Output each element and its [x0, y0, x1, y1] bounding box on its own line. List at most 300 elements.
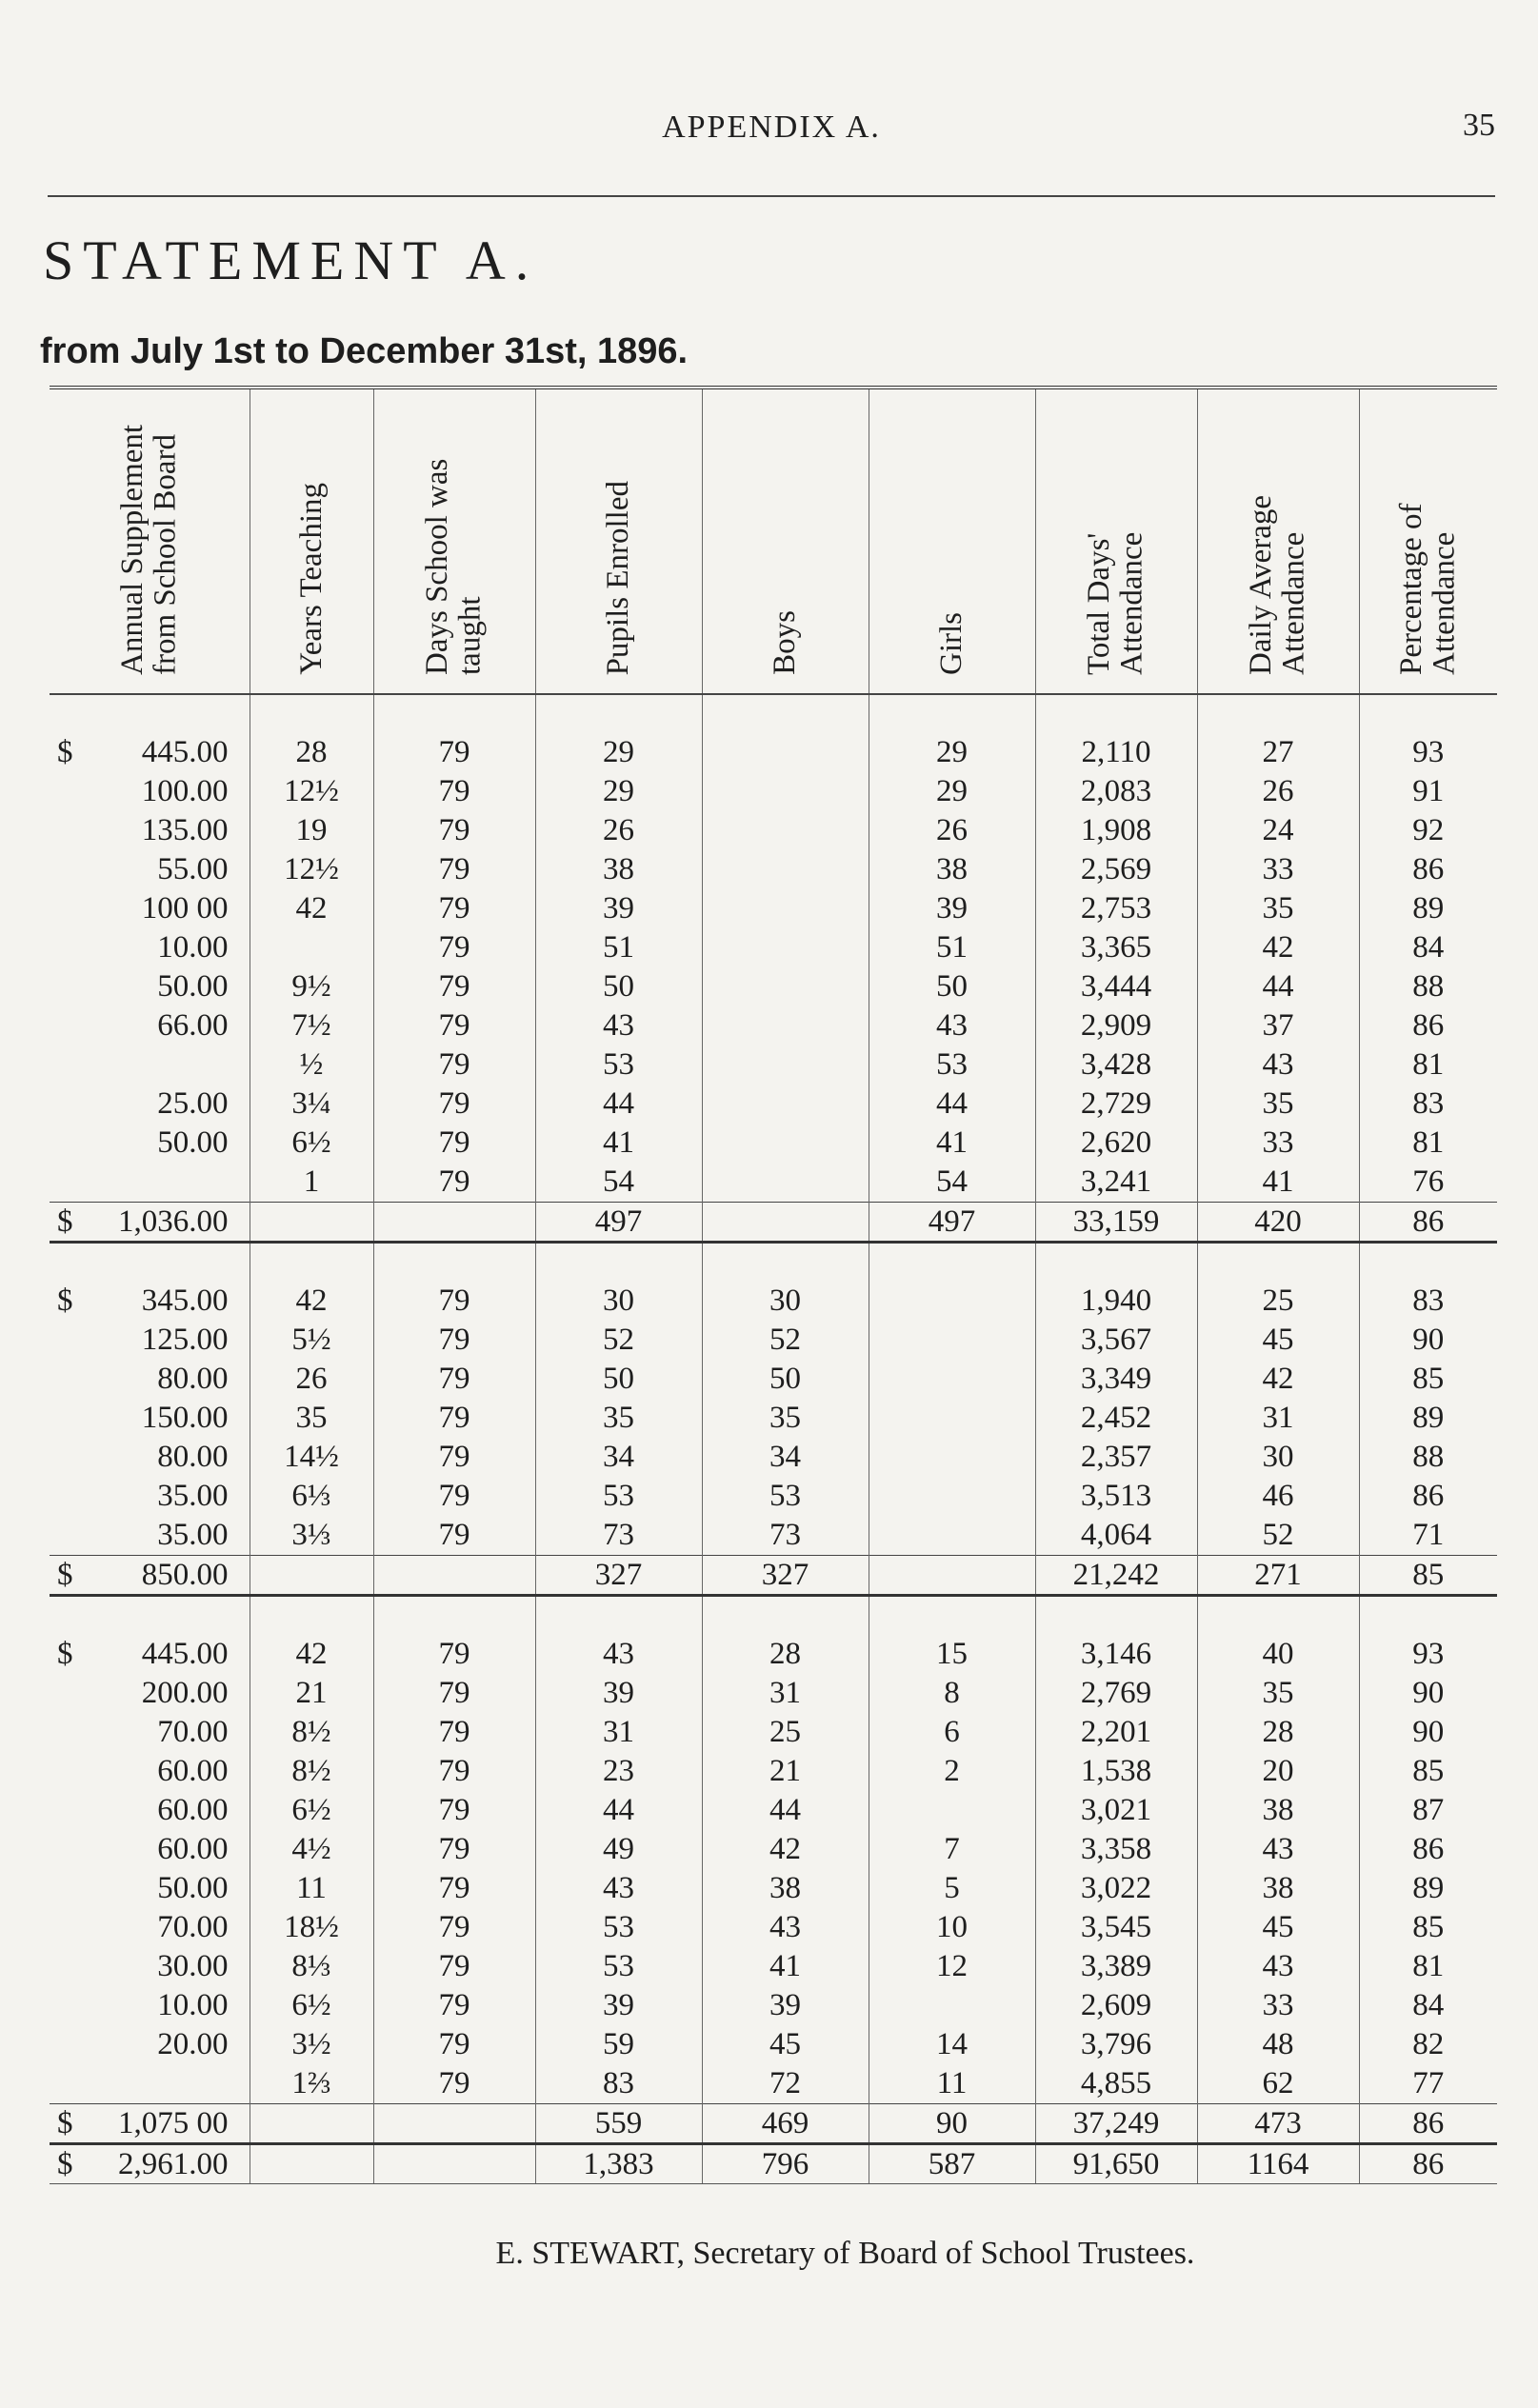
dollar-sign: $: [57, 2105, 73, 2140]
pupils-enrolled-cell: 59: [535, 2025, 702, 2064]
supplement-amount: 345.00: [141, 1284, 229, 1318]
supplement-amount: 125.00: [141, 1323, 229, 1357]
girls-cell: 11: [869, 2064, 1035, 2104]
supplement-amount: 150.00: [141, 1401, 229, 1435]
days-taught-cell: 79: [373, 1321, 535, 1360]
pupils-enrolled-cell: 73: [535, 1516, 702, 1556]
percentage-cell: 93: [1359, 694, 1497, 772]
daily-average-cell: 45: [1197, 1321, 1359, 1360]
days-taught-cell: [373, 1203, 535, 1243]
percentage-cell: 86: [1359, 1203, 1497, 1243]
table-row: [50, 1163, 1497, 1203]
daily-average-cell: 35: [1197, 889, 1359, 928]
years-teaching-cell: 26: [250, 1360, 373, 1399]
daily-average-cell: 24: [1197, 811, 1359, 850]
boys-cell: [702, 1124, 869, 1163]
days-taught-cell: 79: [373, 1947, 535, 1986]
table-row: [50, 1596, 1497, 1675]
table-row: [50, 967, 1497, 1006]
supplement-amount: 25.00: [157, 1086, 229, 1121]
total-days-cell: 2,569: [1035, 850, 1197, 889]
daily-average-cell: 40: [1197, 1596, 1359, 1675]
running-header: [48, 100, 1495, 157]
total-days-cell: 2,452: [1035, 1399, 1197, 1438]
daily-average-cell: 20: [1197, 1752, 1359, 1791]
supplement-cell: [50, 1752, 250, 1791]
girls-cell: 26: [869, 811, 1035, 850]
percentage-cell: 88: [1359, 967, 1497, 1006]
pupils-enrolled-cell: 53: [535, 1045, 702, 1085]
supplement-cell: [50, 1908, 250, 1947]
percentage-cell: 90: [1359, 1674, 1497, 1713]
total-days-cell: 2,357: [1035, 1438, 1197, 1477]
boys-cell: [702, 889, 869, 928]
pupils-enrolled-cell: 50: [535, 967, 702, 1006]
days-taught-cell: 79: [373, 2025, 535, 2064]
supplement-amount: 66.00: [157, 1008, 229, 1043]
total-days-cell: 2,201: [1035, 1713, 1197, 1752]
years-teaching-cell: 6½: [250, 1124, 373, 1163]
pupils-enrolled-cell: 29: [535, 694, 702, 772]
daily-average-cell: 42: [1197, 1360, 1359, 1399]
days-taught-cell: 79: [373, 1399, 535, 1438]
years-teaching-cell: 9½: [250, 967, 373, 1006]
boys-cell: [702, 772, 869, 811]
total-days-cell: 21,242: [1035, 1556, 1197, 1596]
table-row: [50, 694, 1497, 772]
girls-cell: 39: [869, 889, 1035, 928]
girls-cell: 51: [869, 928, 1035, 967]
boys-cell: 73: [702, 1516, 869, 1556]
supplement-amount: 80.00: [157, 1440, 229, 1474]
column-header-label: Days School was taught: [420, 458, 488, 675]
percentage-cell: 77: [1359, 2064, 1497, 2104]
percentage-cell: 84: [1359, 1986, 1497, 2025]
percentage-cell: 86: [1359, 1830, 1497, 1869]
girls-cell: [869, 1438, 1035, 1477]
pupils-enrolled-cell: 53: [535, 1947, 702, 1986]
days-taught-cell: 79: [373, 1438, 535, 1477]
percentage-cell: 90: [1359, 1713, 1497, 1752]
girls-cell: 2: [869, 1752, 1035, 1791]
supplement-amount: 1,036.00: [118, 1204, 229, 1239]
pupils-enrolled-cell: 23: [535, 1752, 702, 1791]
girls-cell: 5: [869, 1869, 1035, 1908]
days-taught-cell: 79: [373, 1713, 535, 1752]
total-days-cell: 3,545: [1035, 1908, 1197, 1947]
percentage-cell: 86: [1359, 1477, 1497, 1516]
supplement-cell: [50, 2104, 250, 2144]
daily-average-cell: 42: [1197, 928, 1359, 967]
girls-cell: 12: [869, 1947, 1035, 1986]
supplement-amount: 70.00: [157, 1910, 229, 1944]
pupils-enrolled-cell: 53: [535, 1908, 702, 1947]
girls-cell: 53: [869, 1045, 1035, 1085]
days-taught-cell: [373, 1556, 535, 1596]
supplement-cell: [50, 1713, 250, 1752]
table-row: [50, 1399, 1497, 1438]
girls-cell: 29: [869, 694, 1035, 772]
pupils-enrolled-cell: 31: [535, 1713, 702, 1752]
years-teaching-cell: 6½: [250, 1791, 373, 1830]
table-row: [50, 1713, 1497, 1752]
pupils-enrolled-cell: 52: [535, 1321, 702, 1360]
girls-cell: [869, 1556, 1035, 1596]
years-teaching-cell: 21: [250, 1674, 373, 1713]
column-header: [1197, 388, 1359, 694]
table-body: [50, 694, 1497, 2184]
pupils-enrolled-cell: 50: [535, 1360, 702, 1399]
column-header: [1359, 388, 1497, 694]
supplement-amount: 850.00: [141, 1557, 229, 1592]
percentage-cell: 89: [1359, 1869, 1497, 1908]
boys-cell: 34: [702, 1438, 869, 1477]
table-row: [50, 1674, 1497, 1713]
days-taught-cell: 79: [373, 1006, 535, 1045]
daily-average-cell: 30: [1197, 1438, 1359, 1477]
supplement-cell: [50, 967, 250, 1006]
boys-cell: 30: [702, 1243, 869, 1322]
supplement-amount: 60.00: [157, 1754, 229, 1788]
table-row: [50, 1360, 1497, 1399]
days-taught-cell: 79: [373, 811, 535, 850]
years-teaching-cell: 11: [250, 1869, 373, 1908]
supplement-cell: [50, 2025, 250, 2064]
pupils-enrolled-cell: 41: [535, 1124, 702, 1163]
supplement-amount: 50.00: [157, 1125, 229, 1160]
supplement-cell: [50, 2144, 250, 2184]
total-days-cell: 2,769: [1035, 1674, 1197, 1713]
daily-average-cell: 37: [1197, 1006, 1359, 1045]
total-days-cell: 91,650: [1035, 2144, 1197, 2184]
years-teaching-cell: 7½: [250, 1006, 373, 1045]
table-row: [50, 1124, 1497, 1163]
girls-cell: [869, 1243, 1035, 1322]
supplement-amount: 70.00: [157, 1715, 229, 1749]
years-teaching-cell: [250, 2144, 373, 2184]
years-teaching-cell: 1: [250, 1163, 373, 1203]
boys-cell: 469: [702, 2104, 869, 2144]
table-row: [50, 1006, 1497, 1045]
boys-cell: 25: [702, 1713, 869, 1752]
years-teaching-cell: [250, 2104, 373, 2144]
years-teaching-cell: 8⅓: [250, 1947, 373, 1986]
girls-cell: 41: [869, 1124, 1035, 1163]
column-header: [50, 388, 250, 694]
column-header: [535, 388, 702, 694]
dollar-sign: $: [57, 1284, 73, 1318]
days-taught-cell: 79: [373, 1045, 535, 1085]
supplement-cell: [50, 1203, 250, 1243]
days-taught-cell: 79: [373, 1085, 535, 1124]
boys-cell: 44: [702, 1791, 869, 1830]
table-row: [50, 1947, 1497, 1986]
total-days-cell: 1,940: [1035, 1243, 1197, 1322]
supplement-amount: 80.00: [157, 1362, 229, 1396]
percentage-cell: 89: [1359, 889, 1497, 928]
supplement-amount: 100 00: [141, 891, 229, 925]
dollar-sign: $: [57, 1204, 73, 1239]
column-header-label: Boys: [768, 610, 803, 675]
days-taught-cell: 79: [373, 1869, 535, 1908]
percentage-cell: 85: [1359, 1908, 1497, 1947]
supplement-cell: [50, 928, 250, 967]
years-teaching-cell: 3¼: [250, 1085, 373, 1124]
daily-average-cell: 48: [1197, 2025, 1359, 2064]
years-teaching-cell: 42: [250, 889, 373, 928]
years-teaching-cell: 28: [250, 694, 373, 772]
girls-cell: 7: [869, 1830, 1035, 1869]
percentage-cell: 92: [1359, 811, 1497, 850]
table-row: [50, 1791, 1497, 1830]
table-row: [50, 1045, 1497, 1085]
daily-average-cell: 43: [1197, 1045, 1359, 1085]
dollar-sign: $: [57, 1637, 73, 1671]
boys-cell: 53: [702, 1477, 869, 1516]
daily-average-cell: 62: [1197, 2064, 1359, 2104]
days-taught-cell: 79: [373, 772, 535, 811]
daily-average-cell: 31: [1197, 1399, 1359, 1438]
supplement-cell: [50, 1438, 250, 1477]
boys-cell: [702, 1085, 869, 1124]
column-header-label: Annual Supplement from School Board: [115, 424, 183, 675]
daily-average-cell: 25: [1197, 1243, 1359, 1322]
years-teaching-cell: 5½: [250, 1321, 373, 1360]
supplement-cell: [50, 1477, 250, 1516]
total-days-cell: 3,241: [1035, 1163, 1197, 1203]
years-teaching-cell: 14½: [250, 1438, 373, 1477]
total-days-cell: 3,349: [1035, 1360, 1197, 1399]
supplement-amount: 60.00: [157, 1793, 229, 1827]
supplement-cell: [50, 694, 250, 772]
table-row: [50, 1752, 1497, 1791]
table-row: [50, 1438, 1497, 1477]
supplement-amount: 2,961.00: [118, 2146, 229, 2181]
supplement-cell: [50, 1674, 250, 1713]
total-days-cell: 3,444: [1035, 967, 1197, 1006]
supplement-cell: [50, 1243, 250, 1322]
total-days-cell: 2,909: [1035, 1006, 1197, 1045]
boys-cell: [702, 1045, 869, 1085]
girls-cell: 8: [869, 1674, 1035, 1713]
total-days-cell: 2,753: [1035, 889, 1197, 928]
percentage-cell: 85: [1359, 1752, 1497, 1791]
boys-cell: [702, 1203, 869, 1243]
daily-average-cell: 45: [1197, 1908, 1359, 1947]
girls-cell: [869, 1516, 1035, 1556]
section-total-row: [50, 1203, 1497, 1243]
boys-cell: [702, 811, 869, 850]
column-header-label: Years Teaching: [293, 483, 329, 675]
boys-cell: 327: [702, 1556, 869, 1596]
boys-cell: 72: [702, 2064, 869, 2104]
supplement-amount: 10.00: [157, 1988, 229, 2022]
years-teaching-cell: 6⅓: [250, 1477, 373, 1516]
years-teaching-cell: 4½: [250, 1830, 373, 1869]
days-taught-cell: 79: [373, 1124, 535, 1163]
pupils-enrolled-cell: 54: [535, 1163, 702, 1203]
years-teaching-cell: 8½: [250, 1752, 373, 1791]
supplement-amount: 10.00: [157, 930, 229, 965]
percentage-cell: 86: [1359, 2144, 1497, 2184]
daily-average-cell: 38: [1197, 1869, 1359, 1908]
total-days-cell: 3,365: [1035, 928, 1197, 967]
daily-average-cell: 44: [1197, 967, 1359, 1006]
girls-cell: [869, 1321, 1035, 1360]
boys-cell: 45: [702, 2025, 869, 2064]
supplement-cell: [50, 772, 250, 811]
girls-cell: [869, 1986, 1035, 2025]
boys-cell: [702, 967, 869, 1006]
percentage-cell: 81: [1359, 1045, 1497, 1085]
boys-cell: 21: [702, 1752, 869, 1791]
pupils-enrolled-cell: 38: [535, 850, 702, 889]
boys-cell: [702, 1163, 869, 1203]
attendance-table: [50, 386, 1497, 2184]
pupils-enrolled-cell: 44: [535, 1085, 702, 1124]
days-taught-cell: 79: [373, 1516, 535, 1556]
supplement-amount: 50.00: [157, 1871, 229, 1905]
supplement-cell: [50, 1399, 250, 1438]
girls-cell: 14: [869, 2025, 1035, 2064]
daily-average-cell: 52: [1197, 1516, 1359, 1556]
section-total-row: [50, 1556, 1497, 1596]
supplement-cell: [50, 1869, 250, 1908]
table-row: [50, 2025, 1497, 2064]
percentage-cell: 82: [1359, 2025, 1497, 2064]
table-row: [50, 2064, 1497, 2104]
percentage-cell: 87: [1359, 1791, 1497, 1830]
supplement-amount: 1,075 00: [118, 2105, 229, 2140]
daily-average-cell: 26: [1197, 772, 1359, 811]
girls-cell: 29: [869, 772, 1035, 811]
days-taught-cell: 79: [373, 1477, 535, 1516]
girls-cell: 587: [869, 2144, 1035, 2184]
table-row: [50, 1516, 1497, 1556]
days-taught-cell: 79: [373, 694, 535, 772]
supplement-cell: [50, 1360, 250, 1399]
supplement-cell: [50, 1830, 250, 1869]
supplement-cell: [50, 1556, 250, 1596]
boys-cell: 39: [702, 1986, 869, 2025]
days-taught-cell: 79: [373, 1163, 535, 1203]
daily-average-cell: 271: [1197, 1556, 1359, 1596]
supplement-cell: [50, 1947, 250, 1986]
column-header: [250, 388, 373, 694]
statement-title: STATEMENT A.: [43, 229, 539, 291]
boys-cell: [702, 928, 869, 967]
girls-cell: 43: [869, 1006, 1035, 1045]
total-days-cell: 3,022: [1035, 1869, 1197, 1908]
boys-cell: 28: [702, 1596, 869, 1675]
supplement-cell: [50, 1321, 250, 1360]
years-teaching-cell: 12½: [250, 850, 373, 889]
table-row: [50, 1869, 1497, 1908]
total-days-cell: 1,538: [1035, 1752, 1197, 1791]
daily-average-cell: 33: [1197, 850, 1359, 889]
daily-average-cell: 33: [1197, 1124, 1359, 1163]
pupils-enrolled-cell: 29: [535, 772, 702, 811]
girls-cell: [869, 1791, 1035, 1830]
days-taught-cell: 79: [373, 1908, 535, 1947]
girls-cell: 90: [869, 2104, 1035, 2144]
supplement-amount: 55.00: [157, 852, 229, 886]
total-days-cell: 3,513: [1035, 1477, 1197, 1516]
supplement-cell: [50, 1596, 250, 1675]
total-days-cell: 3,389: [1035, 1947, 1197, 1986]
years-teaching-cell: 12½: [250, 772, 373, 811]
years-teaching-cell: 1⅔: [250, 2064, 373, 2104]
daily-average-cell: 473: [1197, 2104, 1359, 2144]
table-row: [50, 772, 1497, 811]
supplement-cell: [50, 1006, 250, 1045]
girls-cell: [869, 1360, 1035, 1399]
girls-cell: [869, 1477, 1035, 1516]
table-row: [50, 1477, 1497, 1516]
pupils-enrolled-cell: 51: [535, 928, 702, 967]
daily-average-cell: 1164: [1197, 2144, 1359, 2184]
percentage-cell: 85: [1359, 1556, 1497, 1596]
percentage-cell: 85: [1359, 1360, 1497, 1399]
column-header-label: Total Days' Attendance: [1082, 531, 1149, 675]
daily-average-cell: 28: [1197, 1713, 1359, 1752]
supplement-cell: [50, 1791, 250, 1830]
table-row: [50, 850, 1497, 889]
total-days-cell: 2,729: [1035, 1085, 1197, 1124]
table-row: [50, 1908, 1497, 1947]
boys-cell: 796: [702, 2144, 869, 2184]
total-days-cell: 3,428: [1035, 1045, 1197, 1085]
column-header: [702, 388, 869, 694]
daily-average-cell: 35: [1197, 1085, 1359, 1124]
pupils-enrolled-cell: 35: [535, 1399, 702, 1438]
boys-cell: 50: [702, 1360, 869, 1399]
supplement-amount: 50.00: [157, 969, 229, 1004]
total-days-cell: 2,110: [1035, 694, 1197, 772]
total-days-cell: 3,146: [1035, 1596, 1197, 1675]
pupils-enrolled-cell: 39: [535, 1674, 702, 1713]
years-teaching-cell: 3⅓: [250, 1516, 373, 1556]
boys-cell: 38: [702, 1869, 869, 1908]
years-teaching-cell: 35: [250, 1399, 373, 1438]
daily-average-cell: 43: [1197, 1947, 1359, 1986]
percentage-cell: 81: [1359, 1124, 1497, 1163]
supplement-amount: 445.00: [141, 735, 229, 769]
header-rule: [48, 195, 1495, 197]
supplement-amount: 445.00: [141, 1637, 229, 1671]
girls-cell: 38: [869, 850, 1035, 889]
supplement-cell: [50, 1085, 250, 1124]
pupils-enrolled-cell: 1,383: [535, 2144, 702, 2184]
column-header: [1035, 388, 1197, 694]
days-taught-cell: 79: [373, 1674, 535, 1713]
days-taught-cell: 79: [373, 928, 535, 967]
supplement-amount: 200.00: [141, 1676, 229, 1710]
years-teaching-cell: 8½: [250, 1713, 373, 1752]
supplement-amount: 135.00: [141, 813, 229, 847]
days-taught-cell: 79: [373, 967, 535, 1006]
pupils-enrolled-cell: 53: [535, 1477, 702, 1516]
girls-cell: 15: [869, 1596, 1035, 1675]
section-total-row: [50, 2104, 1497, 2144]
total-days-cell: 33,159: [1035, 1203, 1197, 1243]
total-days-cell: 3,358: [1035, 1830, 1197, 1869]
percentage-cell: 90: [1359, 1321, 1497, 1360]
girls-cell: 6: [869, 1713, 1035, 1752]
pupils-enrolled-cell: 26: [535, 811, 702, 850]
years-teaching-cell: [250, 928, 373, 967]
days-taught-cell: [373, 2144, 535, 2184]
